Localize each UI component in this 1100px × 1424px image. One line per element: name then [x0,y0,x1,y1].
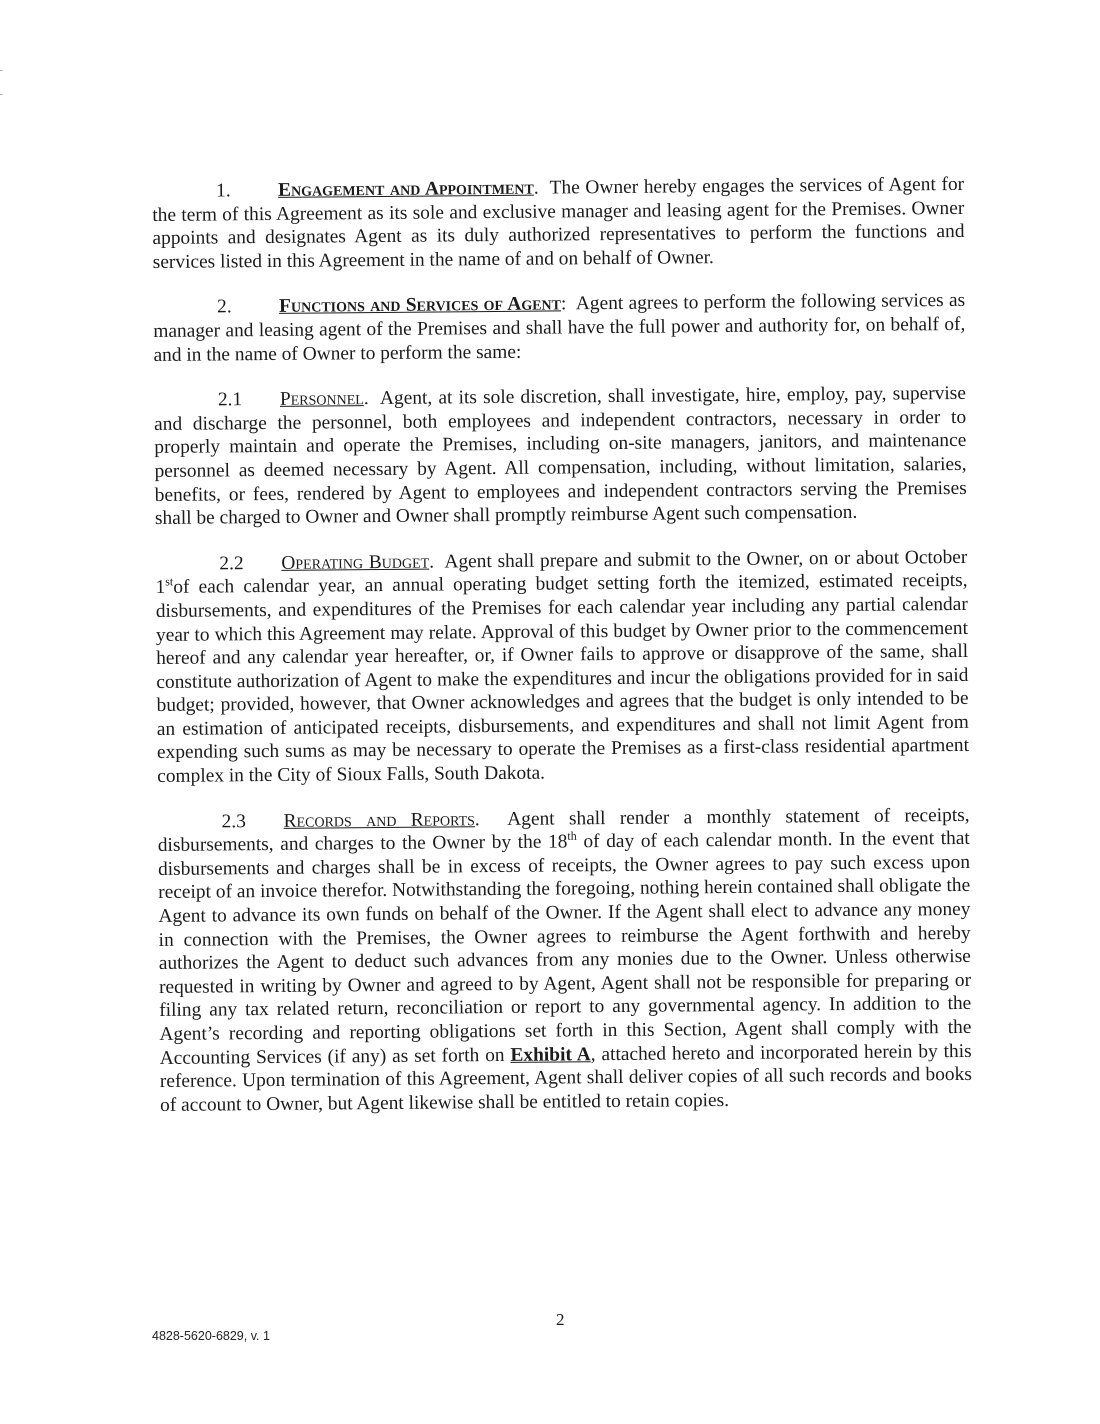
document-id: 4828-5620-6829, v. 1 [152,1329,270,1343]
scan-edge-mark [0,94,3,95]
page-number: 2 [556,1310,565,1329]
section-text: Agent shall prepare and submit to the Owner, on or about October 1 [155,546,968,599]
section-text: Agent, at its sole discretion, shall investigate, hire, employ, pay, supervise and discharge the personnel, both employees and independent contractors, necessary in order to properly maintain and operate the Premises, including on-site managers, janitors, and maintenance personnel as deemed necessary by Agent. All compensation, including, without limitation, salaries, benefits, or fees, rendered by Agent to employees and independent contractors serving the Premises shall be charged to Owner and Owner shall promptly reimburse Agent such compensation. [154,383,967,530]
section-text: , attached hereto and incorporated herein by this reference. Upon termination of this Agreement, Agent shall deliver copies of all such records and books of account to Owner, but Agent likewise shall be entitled to retain copies. [159,1040,972,1116]
section-text: Agent agrees to perform the following services as manager and leasing agent of the Premises and shall have the full power and authority for, on behalf of, and in the name of Owner to perform the same: [153,290,966,366]
scan-edge-mark [0,70,3,71]
section-number: 2.3 [221,810,246,833]
section-2-3: 2.3 Records and Reports. Agent shall render a monthly statement of receipts, disbursements, and charges to the Owner by the 18th of day of each calendar month. In the event that disbursements and charges shall be in excess of receipts, the Owner agrees to pay such excess upon receipt of an invoice therefor. Notwithstanding the foregoing, nothing herein contained shall obligate the Agent to advance its own funds on behalf of the Owner. If the Agent shall elect to advance any money in connection with the Premises, the Owner agrees to reimburse the Agent forthwith and hereby authorizes the Agent to deduct such advances from any monies due to the Owner. Unless otherwise requested in writing by Owner and agreed to by Agent, Agent shall not be responsible for preparing or filing any tax related return, reconciliation or report to any governmental agency. In addition to the Agent’s recording and reporting obligations set forth in this Section, Agent shall comply with the Accounting Services (if any) as set forth on Exhibit A, attached hereto and incorporated herein by this reference. Upon termination of this Agreement, Agent shall deliver copies of all such records and books of account to Owner, but Agent likewise shall be entitled to retain copies. [157,804,972,1116]
section-heading: Engagement and Appointment [278,177,534,201]
section-heading: Operating Budget [281,551,430,574]
superscript: th [567,829,577,844]
section-text: The Owner hereby engages the services of Agent for the term of this Agreement as its sole and exclusive manager and leasing agent for the Premises. Owner appoints and designates Agent as its duly authorized representatives to perform the functions and services listed in this Agreement in the name of and on behalf of Owner. [152,173,965,273]
section-1: 1. Engagement and Appointment. The Owner hereby engages the services of Agent for the term of this Agreement as its sole and exclusive manager and leasing agent for the Premises. Owner appoints and designates Agent as its duly authorized representatives to perform the functions and services listed in this Agreement in the name of and on behalf of Owner. [152,173,965,273]
section-number: 2.1 [217,389,243,411]
superscript: st [165,574,174,589]
document-body [152,173,972,1139]
section-number: 2. [217,296,232,318]
section-text: Agent shall render a monthly statement of receipts, disbursements, and charges to the Owner by the 18 [157,804,970,857]
section-heading: Personnel [279,388,364,411]
section-2-1: 2.1 Personnel. Agent, at its sole discretion, shall investigate, hire, employ, pay, supervise and discharge the personnel, both employees and independent contractors, necessary in order to properly maintain and operate the Premises, including on-site managers, janitors, and maintenance personnel as deemed necessary by Agent. All compensation, including, without limitation, salaries, benefits, or fees, rendered by Agent to employees and independent contractors serving the Premises shall be charged to Owner and Owner shall promptly reimburse Agent such compensation. [154,383,967,530]
exhibit-reference: Exhibit A [510,1043,591,1066]
section-number: 2.2 [219,552,244,575]
section-2-2: 2.2 Operating Budget. Agent shall prepare and submit to the Owner, on or about October 1stof each calendar year, an annual operating budget setting forth the itemized, estimated receipts, disbursements, and expenditures of the Premises for each calendar year including any partial calendar year to which this Agreement may relate. Approval of this budget by Owner prior to the commencement hereof and any calendar year hereafter, or, if Owner fails to approve or disapprove of the same, shall constitute authorization of Agent to make the expenditures and incur the obligations provided for in said budget; provided, however, that Owner acknowledges and agrees that the budget is only intended to be an estimation of anticipated receipts, disbursements, and expenditures and shall not limit Agent from expending such sums as may be necessary to operate the Premises as a first-class residential apartment complex in the City of Sioux Falls, South Dakota. [155,546,970,788]
section-2: 2. Functions and Services of Agent: Agent agrees to perform the following services as manager and leasing agent of the Premises and shall have the full power and authority for, on behalf of, and in the name of Owner to perform the same: [153,290,966,366]
section-heading: Records and Reports [283,808,475,832]
section-text: of day of each calendar month. In the event that disbursements and charges shall be in excess of receipts, the Owner agrees to pay such excess upon receipt of an invoice therefor. Notwithstanding the foregoing, nothing herein contained shall obligate the Agent to advance its own funds on behalf of the Owner. If the Agent shall elect to advance any money in connection with the Premises, the Owner agrees to reimburse the Agent forthwith and hereby authorizes the Agent to deduct such advances from any monies due to the Owner. Unless otherwise requested in writing by Owner and agreed to by Agent, Agent shall not be responsible for preparing or filing any tax related return, reconciliation or report to any governmental agency. In addition to the Agent’s recording and reporting obligations set forth in this Section, Agent shall comply with the Accounting Services (if any) as set forth on [157,828,972,1069]
section-number: 1. [216,180,231,202]
section-heading: Functions and Services of Agent [279,293,562,318]
section-text: of each calendar year, an annual operating budget setting forth the itemized, estimated receipts, disbursements, and expenditures of the Premises for each calendar year including any partial calendar year to which this Agreement may relate. Approval of this budget by Owner prior to the commencement hereof and any calendar year hereafter, or, if Owner fails to approve or disapprove of the same, shall constitute authorization of Agent to make the expenditures and incur the obligations provided for in said budget; provided, however, that Owner acknowledges and agrees that the budget is only intended to be an estimation of anticipated receipts, disbursements, and expenditures and shall not limit Agent from expending such sums as may be necessary to operate the Premises as a first-class residential apartment complex in the City of Sioux Falls, South Dakota. [155,570,970,788]
